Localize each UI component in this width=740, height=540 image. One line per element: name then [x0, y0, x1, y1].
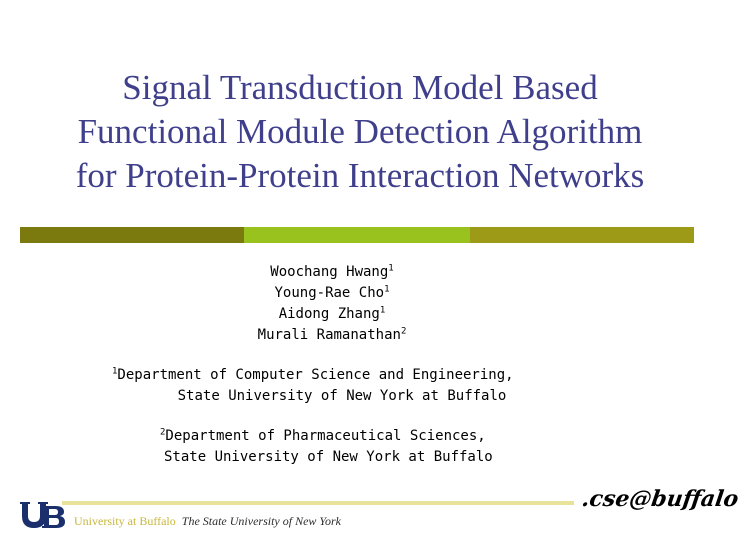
affiliation-university: State University of New York at Buffalo [164, 449, 493, 465]
author-name: Murali Ramanathan [257, 327, 401, 343]
title-line-1: Signal Transduction Model Based [122, 68, 598, 107]
author-name: Woochang Hwang [270, 264, 389, 280]
author-item [232, 304, 432, 325]
affiliation-department: Department of Computer Science and Engineering, [117, 367, 514, 383]
affiliation-sup: 1 [112, 366, 118, 377]
affiliation-2 [112, 426, 552, 468]
ub-logo-icon [18, 500, 66, 530]
title-divider-bars [20, 227, 694, 243]
author-name: Young-Rae Cho [274, 285, 385, 301]
author-affil-sup: 1 [388, 263, 394, 274]
title-line-3: for Protein-Protein Interaction Networks [75, 156, 645, 195]
author-name: Aidong Zhang [278, 306, 380, 322]
suny-name: The State University of New York [181, 514, 341, 528]
affiliation-1 [112, 365, 572, 407]
author-item [232, 283, 432, 304]
author-affil-sup: 1 [379, 305, 386, 316]
divider-bar-light [244, 227, 470, 243]
author-affil-sup: 2 [400, 326, 407, 337]
title-line-2: Functional Module Detection Algorithm [77, 112, 643, 151]
author-item [232, 325, 432, 346]
author-affil-sup: 1 [384, 284, 390, 295]
affiliation-department: Department of Pharmaceutical Sciences, [165, 428, 486, 444]
author-item [232, 262, 432, 283]
divider-bar-mid [470, 227, 694, 243]
footer-text [74, 514, 341, 529]
affiliation-university: State University of New York at Buffalo [177, 388, 507, 404]
slide-title [20, 66, 700, 198]
university-name: University at Buffalo [74, 514, 176, 528]
author-list [232, 262, 432, 346]
footer-rule [62, 501, 574, 505]
divider-bar-dark [20, 227, 244, 243]
affiliation-sup: 2 [160, 427, 166, 438]
cse-logo: .cse@buffalo [580, 486, 740, 512]
